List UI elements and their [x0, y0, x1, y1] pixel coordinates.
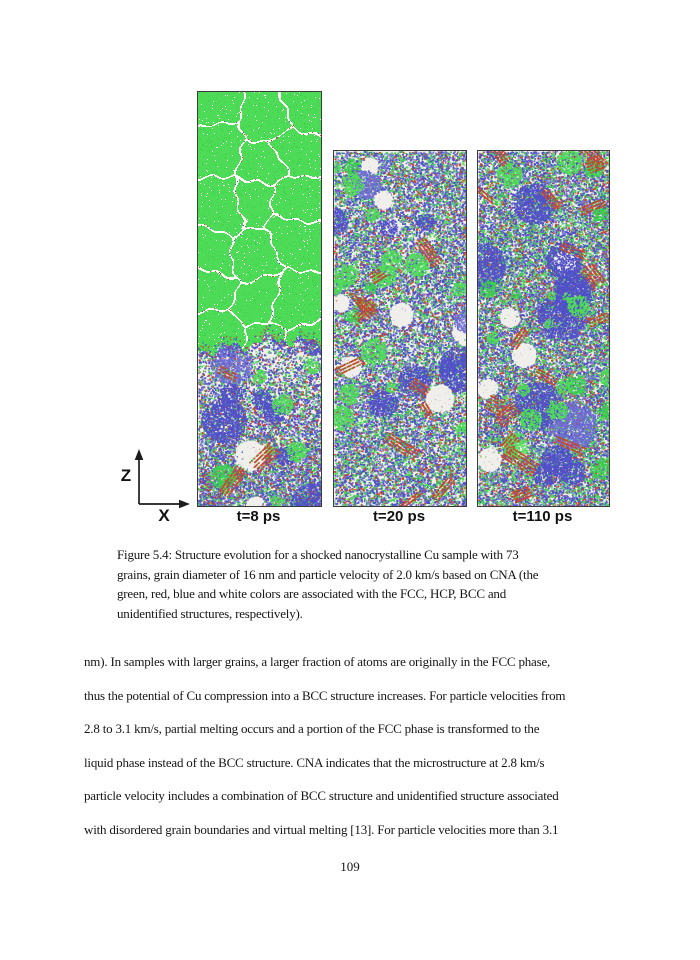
simulation-panel-t8ps [197, 91, 322, 507]
axis-arrows-icon [95, 430, 205, 540]
body-line: particle velocity includes a combination of BCC structure and unidentified structure associated [84, 788, 559, 803]
body-line: nm). In samples with larger grains, a larger fraction of atoms are originally in the FCC phase, [84, 654, 551, 669]
panel-label-t20ps: t=20 ps [372, 508, 426, 525]
panel-label-t8ps: t=8 ps [236, 508, 281, 525]
body-line: liquid phase instead of the BCC structure. CNA indicates that the microstructure at 2.8 km/s [84, 754, 545, 770]
body-paragraph [84, 645, 565, 846]
simulation-panel-t20ps [333, 150, 467, 507]
figure-caption [117, 545, 538, 623]
caption-line: grains, grain diameter of 16 nm and particle velocity of 2.0 km/s based on CNA (the [117, 566, 539, 582]
caption-line: Figure 5.4: Structure evolution for a shocked nanocrystalline Cu sample with 73 [117, 547, 519, 562]
axis-label-z: Z [120, 466, 132, 485]
caption-line: green, red, blue and white colors are associated with the FCC, HCP, BCC and [117, 586, 507, 602]
body-line: with disordered grain boundaries and virtual melting [13]. For particle velocities more than 3.1 [84, 821, 559, 837]
simulation-panel-t110ps [477, 150, 610, 507]
caption-line: unidentified structures, respectively). [117, 605, 303, 621]
panel-label-t110ps: t=110 ps [512, 508, 573, 525]
body-line: thus the potential of Cu compression into a BCC structure increases. For particle velocities from [84, 687, 566, 703]
page-number: 109 [340, 859, 360, 874]
axis-label-x: X [158, 506, 170, 525]
body-line: 2.8 to 3.1 km/s, partial melting occurs and a portion of the FCC phase is transformed to the [84, 721, 540, 736]
